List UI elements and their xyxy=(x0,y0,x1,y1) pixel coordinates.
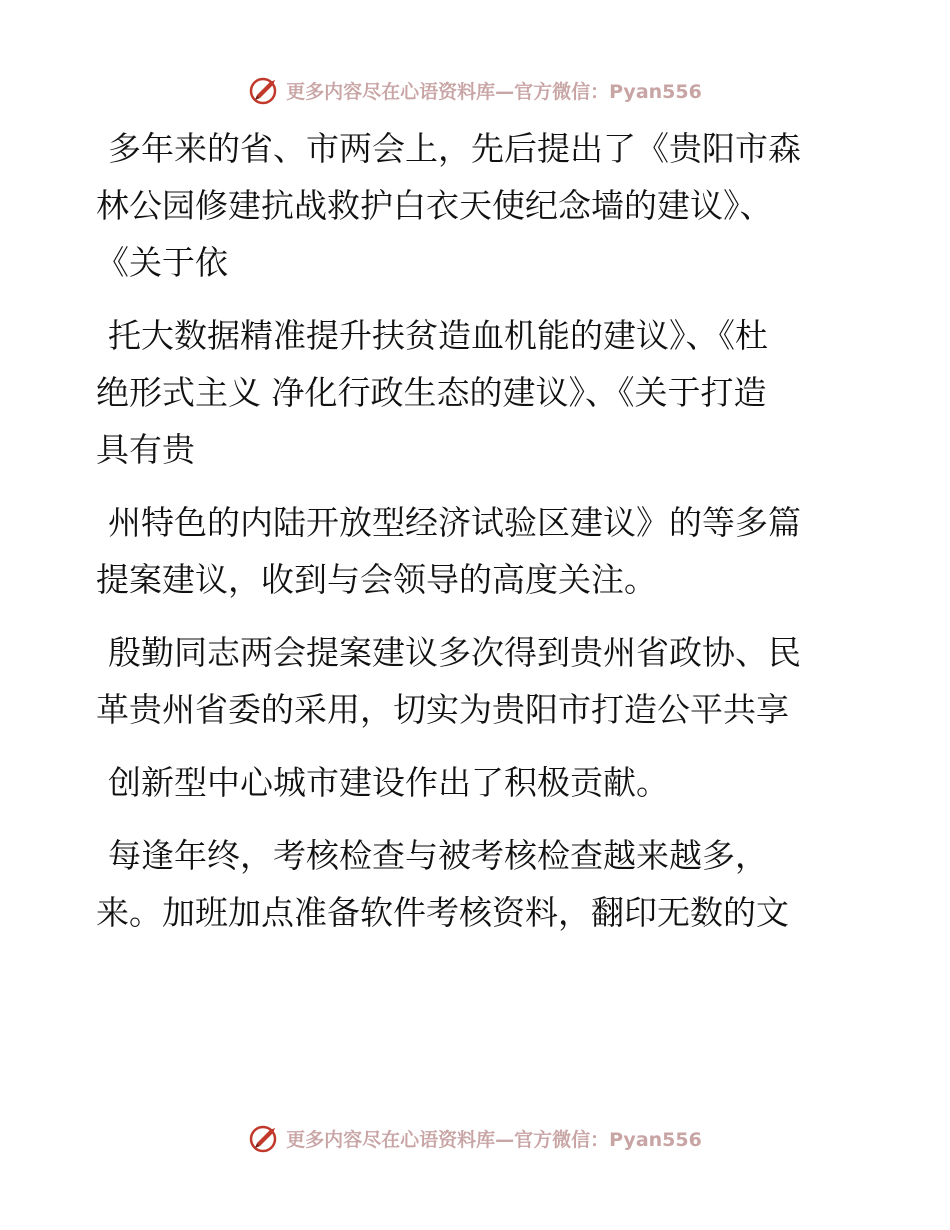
paragraph-1 xyxy=(96,120,836,291)
paragraph-5 xyxy=(96,754,836,811)
paragraph-line: 绝形式主义 净化行政生态的建议》、《关于打造 xyxy=(96,373,767,412)
header-banner-text: 更多内容尽在心语资料库—官方微信：Pyan556 xyxy=(286,80,702,103)
paragraph-6 xyxy=(96,827,836,941)
pen-nib-logo-icon xyxy=(248,73,282,107)
paragraph-line: 具有贵 xyxy=(96,430,195,469)
paragraph-3 xyxy=(96,494,836,608)
paragraph-line: 托大数据精准提升扶贫造血机能的建议》、《杜 xyxy=(108,316,768,355)
footer-banner-inner xyxy=(248,1121,702,1155)
paragraph-line: 《关于依 xyxy=(96,243,228,282)
paragraph-line: 州特色的内陆开放型经济试验区建议》的等多篇 xyxy=(108,503,801,542)
pen-nib-logo-icon xyxy=(248,1121,282,1155)
footer-banner-text: 更多内容尽在心语资料库—官方微信：Pyan556 xyxy=(286,1128,702,1151)
header-banner-inner xyxy=(248,73,702,107)
footer-banner xyxy=(0,1120,950,1156)
header-banner xyxy=(0,72,950,108)
paragraph-2 xyxy=(96,307,836,478)
paragraph-line: 提案建议，收到与会领导的高度关注。 xyxy=(96,560,657,599)
paragraph-line: 创新型中心城市建设作出了积极贡献。 xyxy=(108,763,669,802)
paragraph-line: 殷勤同志两会提案建议多次得到贵州省政协、民 xyxy=(108,633,801,672)
document-body xyxy=(96,120,836,957)
paragraph-line: 多年来的省、市两会上，先后提出了《贵阳市森 xyxy=(108,129,801,168)
paragraph-line: 革贵州省委的采用，切实为贵阳市打造公平共享 xyxy=(96,690,789,729)
paragraph-line: 林公园修建抗战救护白衣天使纪念墙的建议》、 xyxy=(96,186,773,225)
paragraph-4 xyxy=(96,624,836,738)
paragraph-line: 来。加班加点准备软件考核资料，翻印无数的文 xyxy=(96,893,789,932)
paragraph-line: 每逢年终，考核检查与被考核检查越来越多， xyxy=(108,836,768,875)
